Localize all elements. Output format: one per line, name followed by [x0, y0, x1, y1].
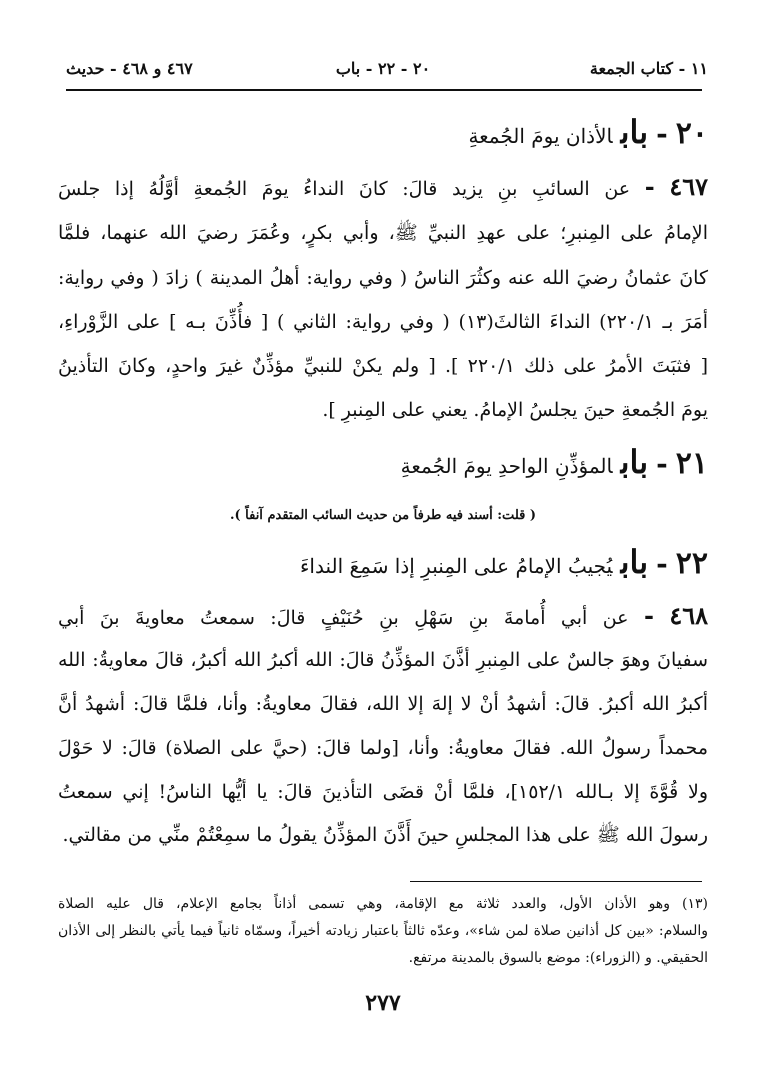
chapter-number: ٢٢: [675, 546, 708, 581]
hadith-468-line: ولا قُوَّةَ إلا بـالله ١٥٢/١]، فلمَّا أنْ قضَى التأذينَ قالَ: يا أيُّها الناسُ! إني سمعتُ: [58, 781, 708, 803]
hadith-467-line: [58, 167, 708, 207]
chapter-number: ٢١: [675, 446, 708, 481]
hadith-467-line: أمَرَ بـ ٢٢٠/١) النداءَ الثالثَ(١٣) ( وفي رواية: الثاني ) [ فأُذِّنَ بـه ] على الزَّوْراءِ،: [58, 311, 708, 333]
header-hadith-range: ٤٦٧ و ٤٦٨ - حديث: [66, 59, 193, 78]
footnote-line: (١٣) وهو الأذان الأول، والعدد ثلاثة مع الإقامة، وهي تسمى أذاناً بجامع الإعلام، قال عليه الصلاة: [58, 896, 708, 912]
chapter-title: يُجيبُ الإمامُ على المِنبرِ إذا سَمِعَ النداءَ: [299, 554, 613, 578]
hadith-468-line: [58, 596, 708, 636]
header-rule: [66, 89, 702, 91]
hadith-468-line: رسولَ الله ﷺ على هذا المجلسِ حينَ أَذَّنَ المؤذِّنُ يقولُ ما سمِعْتُمْ منِّي من مقالتي.: [62, 824, 708, 846]
hadith-467-line: كانَ عثمانُ رضيَ الله عنه وكثُرَ الناسُ ( وفي رواية: أهلُ المدينة ) زادَ ( وفي رواية:: [58, 267, 708, 289]
hadith-text: عن السائبِ بنِ يزيد قالَ: كانَ النداءُ يومَ الجُمعةِ أوَّلُهُ إذا جلسَ: [58, 178, 631, 200]
chapter-word: باب: [620, 113, 649, 151]
hadith-468-line: محمداً رسولُ الله. فقالَ معاويةُ: وأنا، [ولما قالَ: (حيَّ على الصلاة) قالَ: لا حَوْلَ: [58, 737, 708, 759]
chapter-dash: -: [656, 117, 668, 150]
chapter-dash: -: [656, 547, 668, 580]
hadith-467-line: يومَ الجُمعةِ حينَ يجلسُ الإمامُ. يعني على المِنبرِ ].: [322, 399, 708, 421]
hadith-467-line: [ فثبَتَ الأمرُ على ذلك ٢٢٠/١ ]. [ ولم يكنْ للنبيِّ مؤذِّنٌ غيرَ واحدٍ، وكانَ التأذينُ: [58, 355, 708, 377]
hadith-468-line: أكبرُ الله أكبرُ. قالَ: أشهدُ أنْ لا إلهَ إلا الله، فقالَ معاويةُ: وأنا، فلمَّا قالَ: أشهدُ أنَّ: [58, 693, 708, 715]
chapter-21-note: ( قلت: أسند فيه طرفاً من حديث السائب المتقدم آنفاً ).: [229, 508, 537, 523]
chapter-title: المؤذِّنِ الواحدِ يومَ الجُمعةِ: [400, 454, 613, 478]
hadith-dash: -: [644, 172, 655, 201]
footnote-line: الحقيقي. و (الزوراء): موضع بالسوق بالمدينة مرتفع.: [408, 950, 708, 966]
hadith-text: عن أبي أُمامةَ بنِ سَهْلِ بنِ حُنَيْفٍ قالَ: سمعتُ معاويةَ بنَ أبي: [58, 607, 629, 629]
footnote-line: والسلام: «بين كل أذانين صلاة لمن شاء»، وعدّه ثالثاً باعتبار زيادته أخيراً، وسمّاه ثانياً فيما يأتي بالنظر إلى الأذان: [58, 923, 708, 939]
chapter-word: باب: [620, 543, 649, 581]
chapter-word: باب: [620, 443, 649, 481]
hadith-dash: -: [643, 601, 654, 630]
chapter-heading-22: [300, 542, 708, 588]
chapter-title: الأذان يومَ الجُمعةِ: [468, 124, 613, 148]
chapter-dash: -: [656, 447, 668, 480]
hadith-467-line: الإمامُ على المِنبرِ؛ على عهدِ النبيِّ ﷺ، وأبي بكرٍ، وعُمَرَ رضيَ الله عنهما، فلمَّا: [58, 222, 708, 244]
chapter-heading-20: [468, 112, 708, 158]
hadith-number: ٤٦٧: [669, 172, 708, 201]
header-section: ٢٠ - ٢٢ - باب: [335, 59, 431, 78]
hadith-number: ٤٦٨: [669, 601, 708, 630]
page-number: ٢٧٧: [365, 990, 401, 1016]
chapter-number: ٢٠: [675, 116, 708, 151]
footnote-rule: [410, 881, 702, 882]
hadith-468-line: سفيانَ وهوَ جالسٌ على المِنبرِ أذَّنَ المؤذِّنُ قالَ: الله أكبرُ الله أكبرُ، قالَ معاويةُ: الله: [58, 649, 708, 671]
chapter-heading-21: [401, 442, 708, 488]
header-chapter: ١١ - كتاب الجمعة: [589, 59, 708, 78]
